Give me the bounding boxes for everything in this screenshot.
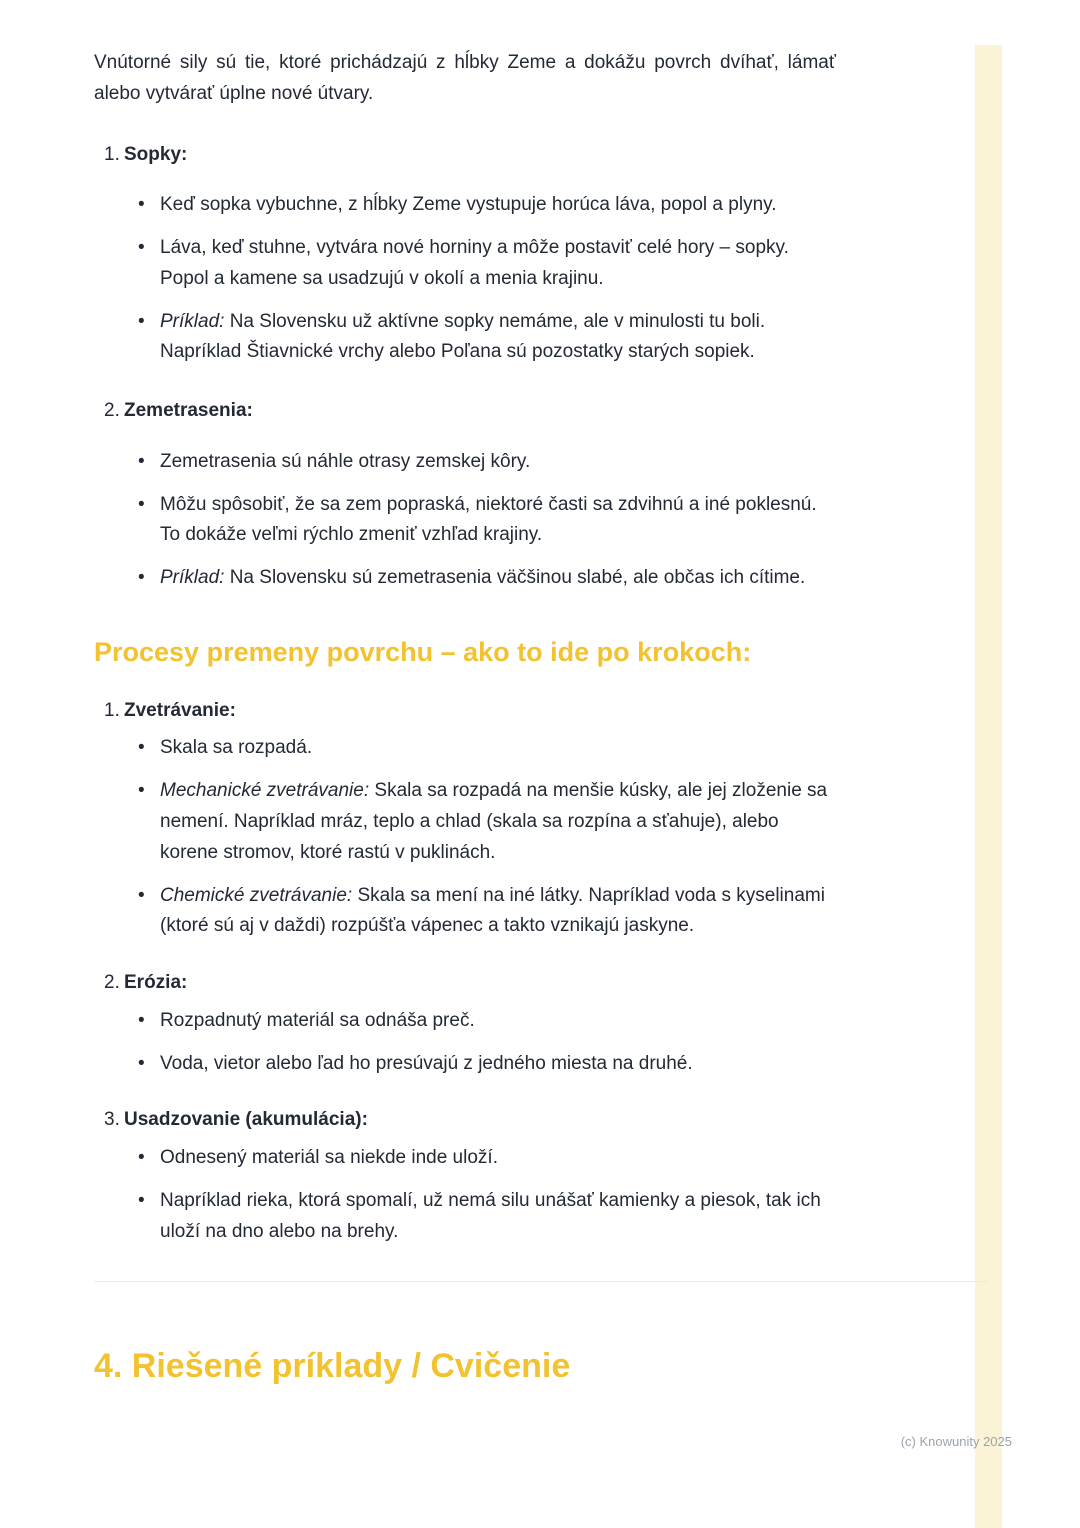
item-title: Zvetrávanie: [124, 699, 236, 721]
bullet-text: Môžu spôsobiť, že sa zem popraská, niektoré časti sa zdvihnú a iné poklesnú. To dokáže veľmi rýchlo zmeniť vzhľad krajiny. [160, 493, 817, 546]
numbered-item [94, 696, 836, 942]
bullet-lead: Príklad: [160, 567, 230, 589]
item-number: 3. [104, 1109, 120, 1131]
item-title: Erózia: [124, 972, 188, 994]
bullet-item [138, 1143, 836, 1174]
bullet-item [138, 733, 836, 764]
item-number: 2. [104, 972, 120, 994]
bullet-text: Zemetrasenia sú náhle otrasy zemskej kôry. [160, 450, 531, 472]
bullet-item [138, 307, 836, 369]
chapter-heading: 4. Riešené príklady / Cvičenie [94, 1347, 571, 1386]
bullet-lead: Mechanické zvetrávanie: [160, 780, 375, 802]
bullet-list [94, 1143, 836, 1247]
bullet-marker: • [138, 194, 145, 216]
item-number: 1. [104, 699, 120, 721]
numbered-item [94, 140, 836, 369]
item-heading [94, 1105, 836, 1136]
bullet-marker: • [138, 884, 145, 906]
item-heading [94, 968, 836, 999]
bullet-marker: • [138, 310, 145, 332]
bullet-lead: Chemické zvetrávanie: [160, 884, 358, 906]
bullet-lead: Príklad: [160, 310, 230, 332]
bullet-list [94, 1006, 836, 1080]
numbered-item [94, 1105, 836, 1247]
bullet-item [138, 190, 836, 221]
bullet-item [138, 447, 836, 478]
bullet-text: Keď sopka vybuchne, z hĺbky Zeme vystupuje horúca láva, popol a plyny. [160, 194, 777, 216]
item-heading [94, 696, 836, 727]
item-title: Sopky: [124, 143, 188, 165]
bullet-marker: • [138, 780, 145, 802]
bullet-text: Príklad: Na Slovensku sú zemetrasenia väčšinou slabé, ale občas ich cítime. [160, 567, 806, 589]
bullet-item [138, 1006, 836, 1037]
item-number: 2. [104, 400, 120, 422]
section-heading: Procesy premeny povrchu – ako to ide po krokoch: [94, 636, 752, 667]
bullet-marker: • [138, 737, 145, 759]
bullet-marker: • [138, 567, 145, 589]
bullet-item [138, 233, 836, 295]
item-heading [94, 396, 836, 427]
bullet-text: Mechanické zvetrávanie: Skala sa rozpadá na menšie kúsky, ale jej zloženie sa nemení. Napríklad mráz, teplo a chlad (skala sa rozpína a sťahuje), alebo korene stromov, ktoré rastú v puklinách. [160, 780, 828, 863]
copyright-note: (c) Knowunity 2025 [900, 1434, 1012, 1449]
item-heading [94, 140, 836, 171]
bullet-text: Voda, vietor alebo ľad ho presúvajú z jedného miesta na druhé. [160, 1052, 693, 1074]
bullet-marker: • [138, 1147, 145, 1169]
page-content [94, 48, 836, 1389]
bullet-item [138, 881, 836, 943]
bullet-marker: • [138, 450, 145, 472]
bullet-item [138, 776, 836, 868]
item-title: Zemetrasenia: [124, 400, 253, 422]
intro-paragraph: Vnútorné sily sú tie, ktoré prichádzajú z hĺbky Zeme a dokážu povrch dvíhať, lámať alebo vytvárať úplne nové útvary. [94, 52, 836, 104]
bullet-text: Príklad: Na Slovensku už aktívne sopky nemáme, ale v minulosti tu boli. Napríklad Štiavnické vrchy alebo Poľana sú pozostatky starých sopiek. [160, 310, 766, 363]
bullet-marker: • [138, 1052, 145, 1074]
item-number: 1. [104, 143, 120, 165]
bullet-text: Chemické zvetrávanie: Skala sa mení na iné látky. Napríklad voda s kyselinami (ktoré sú aj v daždi) rozpúšťa vápenec a takto vznikajú jaskyne. [160, 884, 825, 937]
item-title: Usadzovanie (akumulácia): [124, 1109, 368, 1131]
bullet-item [138, 563, 836, 594]
bullet-text: Odnesený materiál sa niekde inde uloží. [160, 1147, 498, 1169]
numbered-item [94, 396, 836, 594]
bullet-item [138, 1186, 836, 1248]
bullet-text: Skala sa rozpadá. [160, 737, 313, 759]
bullet-marker: • [138, 493, 145, 515]
bullet-text: Láva, keď stuhne, vytvára nové horniny a môže postaviť celé hory – sopky. Popol a kamene sa usadzujú v okolí a menia krajinu. [160, 237, 789, 289]
bullet-item [138, 490, 836, 552]
bullet-list [94, 733, 836, 942]
bullet-text: Rozpadnutý materiál sa odnáša preč. [160, 1009, 475, 1031]
numbered-item [94, 968, 836, 1079]
right-accent-stripe [975, 45, 1002, 1528]
bullet-marker: • [138, 237, 145, 259]
bullet-text: Napríklad rieka, ktorá spomalí, už nemá silu unášať kamienky a piesok, tak ich uloží na dno alebo na brehy. [160, 1189, 821, 1242]
bullet-marker: • [138, 1189, 145, 1211]
internal-forces-list [94, 140, 836, 594]
bullet-list [94, 447, 836, 594]
bullet-list [94, 190, 836, 368]
section-divider [94, 1281, 988, 1282]
surface-processes-list [94, 696, 836, 1248]
bullet-item [138, 1049, 836, 1080]
bullet-marker: • [138, 1009, 145, 1031]
